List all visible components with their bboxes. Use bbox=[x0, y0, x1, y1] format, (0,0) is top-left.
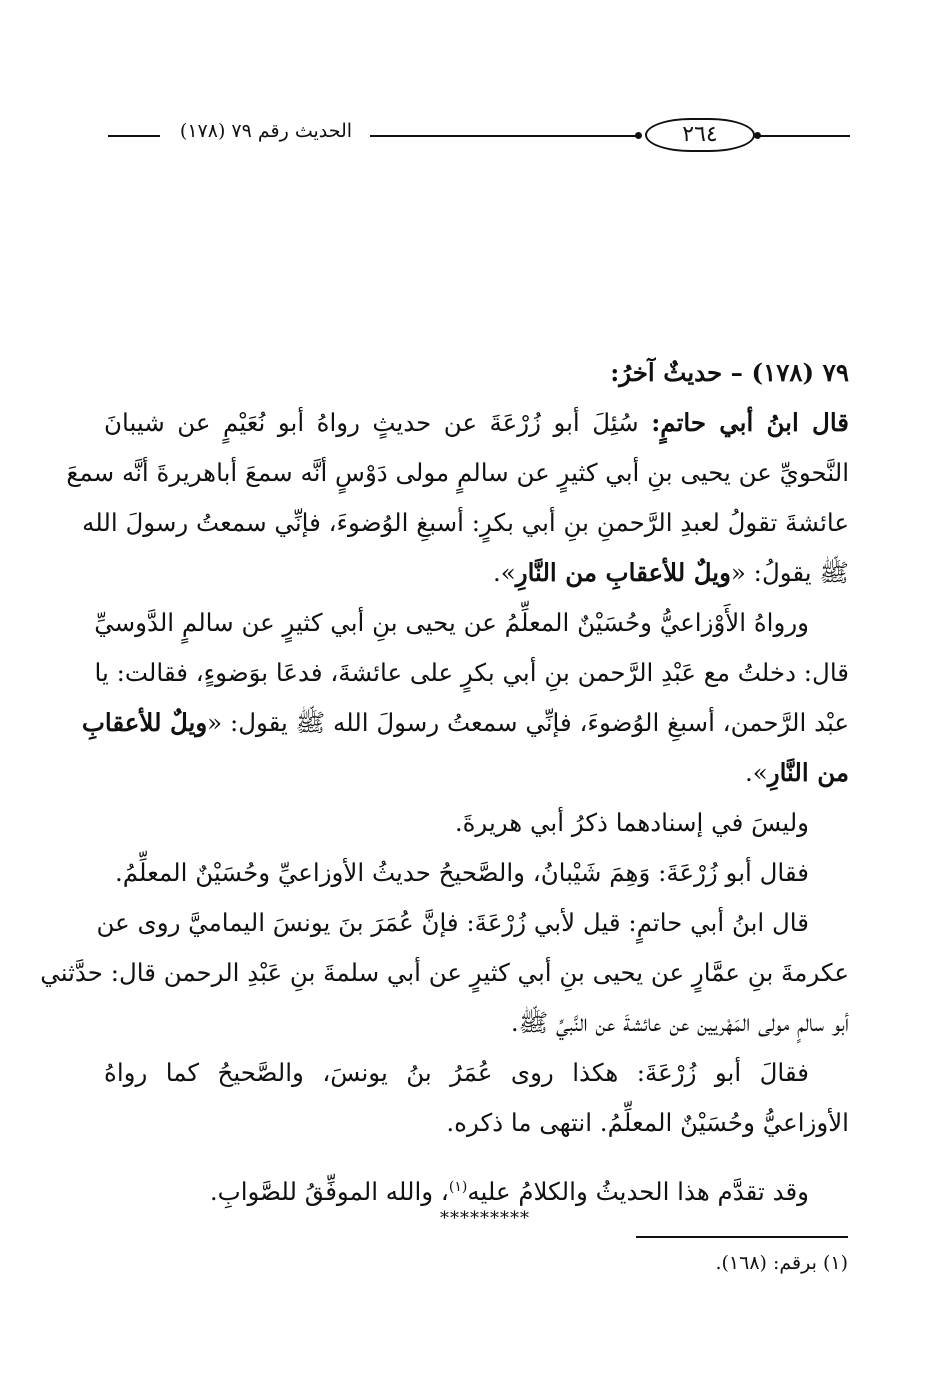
speaker: قال ابنُ أبي حاتمٍ: bbox=[651, 408, 849, 437]
text-run: ﷺ يقولُ: « bbox=[730, 558, 849, 587]
text-run: سُئِلَ أبو زُرْعَةَ عن حديثٍ رواهُ أبو نُعَيْمٍ عن شيبانَ bbox=[104, 408, 639, 437]
hadith-quote: من النَّارِ bbox=[767, 758, 849, 787]
paragraph-2 bbox=[81, 598, 849, 798]
paragraph-6 bbox=[104, 1048, 849, 1148]
text-line: الأوزاعيُّ وحُسَيْنٌ المعلِّمُ. انتهى ما ذكره. bbox=[446, 1108, 849, 1137]
header-rule bbox=[758, 135, 850, 137]
running-title: الحديث رقم ٧٩ (١٧٨) bbox=[179, 120, 353, 142]
text-line bbox=[81, 698, 849, 748]
text-line: فقالَ أبو زُرْعَةَ: هكذا روى عُمَرُ بنُ يونسَ، والصَّحيحُ كما رواهُ bbox=[104, 1058, 809, 1087]
header-ornament-dot bbox=[635, 132, 642, 139]
paragraph-1 bbox=[66, 398, 849, 598]
text-line: عكرمةَ بنِ عمَّارٍ عن يحيى بنِ أبي كثيرٍ عن أبي سلمةَ بنِ عَبْدِ الرحمن قال: حدَّثني bbox=[40, 958, 849, 987]
header-rule bbox=[370, 135, 638, 137]
footnote-reference[interactable]: (١) bbox=[448, 1179, 468, 1195]
text-line bbox=[104, 548, 849, 598]
text-run: عبْد الرَّحمن، أسبغِ الوُضوءَ، فإنِّي سمعتُ رسولَ الله ﷺ يقول: « bbox=[207, 708, 849, 737]
text-run: وقد تقدَّم هذا الحديثُ والكلامُ عليه bbox=[467, 1177, 809, 1207]
text-line: أبو سالمٍ مولى المَهْريين عن عائشةَ عن النَّبيِّ ﷺ. bbox=[510, 1008, 849, 1037]
section-heading bbox=[104, 348, 849, 398]
text-line: النَّحويِّ عن يحيى بنِ أبي كثيرٍ عن سالمٍ مولى دَوْسٍ أنَّه سمعَ أباهريرةَ أنَّه سمعَ bbox=[66, 458, 849, 487]
paragraph-5 bbox=[40, 898, 849, 1048]
text-line: ورواهُ الأَوْزاعيُّ وحُسَيْنٌ المعلِّمُ عن يحيى بنِ أبي كثيرٍ عن سالمٍ الدَّوسيِّ bbox=[94, 608, 809, 637]
text-run: ». bbox=[744, 758, 768, 787]
hadith-quote: ويلٌ للأعقابِ bbox=[81, 708, 208, 737]
text-line bbox=[104, 398, 849, 448]
page-body bbox=[40, 348, 849, 1212]
text-run: ، والله الموفِّقُ للصَّوابِ. bbox=[209, 1177, 449, 1207]
text-run: ». bbox=[492, 558, 516, 587]
hadith-quote: ويلٌ للأعقابِ من النَّارِ bbox=[515, 558, 731, 587]
text-line bbox=[104, 748, 849, 798]
footnote: (١) برقم: (١٦٨). bbox=[715, 1252, 848, 1274]
paragraph-3: وليسَ في إسنادهما ذكرُ أبي هريرةَ. bbox=[454, 808, 809, 837]
running-header bbox=[100, 112, 852, 162]
text-line: قال: دخلتُ مع عَبْدِ الرَّحمن بنِ أبي بكرٍ على عائشةَ، فدعَا بوَضوءٍ، فقالت: يا bbox=[94, 658, 849, 687]
text-line: قال ابنُ أبي حاتمٍ: قيل لأبي زُرْعَةَ: فإنَّ عُمَرَ بنَ يونسَ اليماميَّ روى عن bbox=[96, 908, 809, 937]
section-separator: ********* bbox=[440, 1208, 530, 1229]
paragraph-7 bbox=[104, 1162, 849, 1212]
section-title: – حديثٌ آخرُ: bbox=[610, 358, 743, 387]
page-number: ٢٦٤ bbox=[645, 118, 755, 152]
paragraph-4: فقال أبو زُرْعَةَ: وَهِمَ شَيْبانُ، والصَّحيحُ حديثُ الأوزاعيِّ وحُسَيْنٌ المعلِّمُ. bbox=[114, 858, 809, 887]
section-number: ٧٩ (١٧٨) bbox=[751, 358, 849, 387]
text-line: عائشةَ تقولُ لعبدِ الرَّحمنِ بنِ أبي بكرٍ: أسبغِ الوُضوءَ، فإنِّي سمعتُ رسولَ الله bbox=[82, 508, 849, 537]
header-rule bbox=[108, 135, 160, 137]
footnote-rule bbox=[636, 1236, 848, 1238]
